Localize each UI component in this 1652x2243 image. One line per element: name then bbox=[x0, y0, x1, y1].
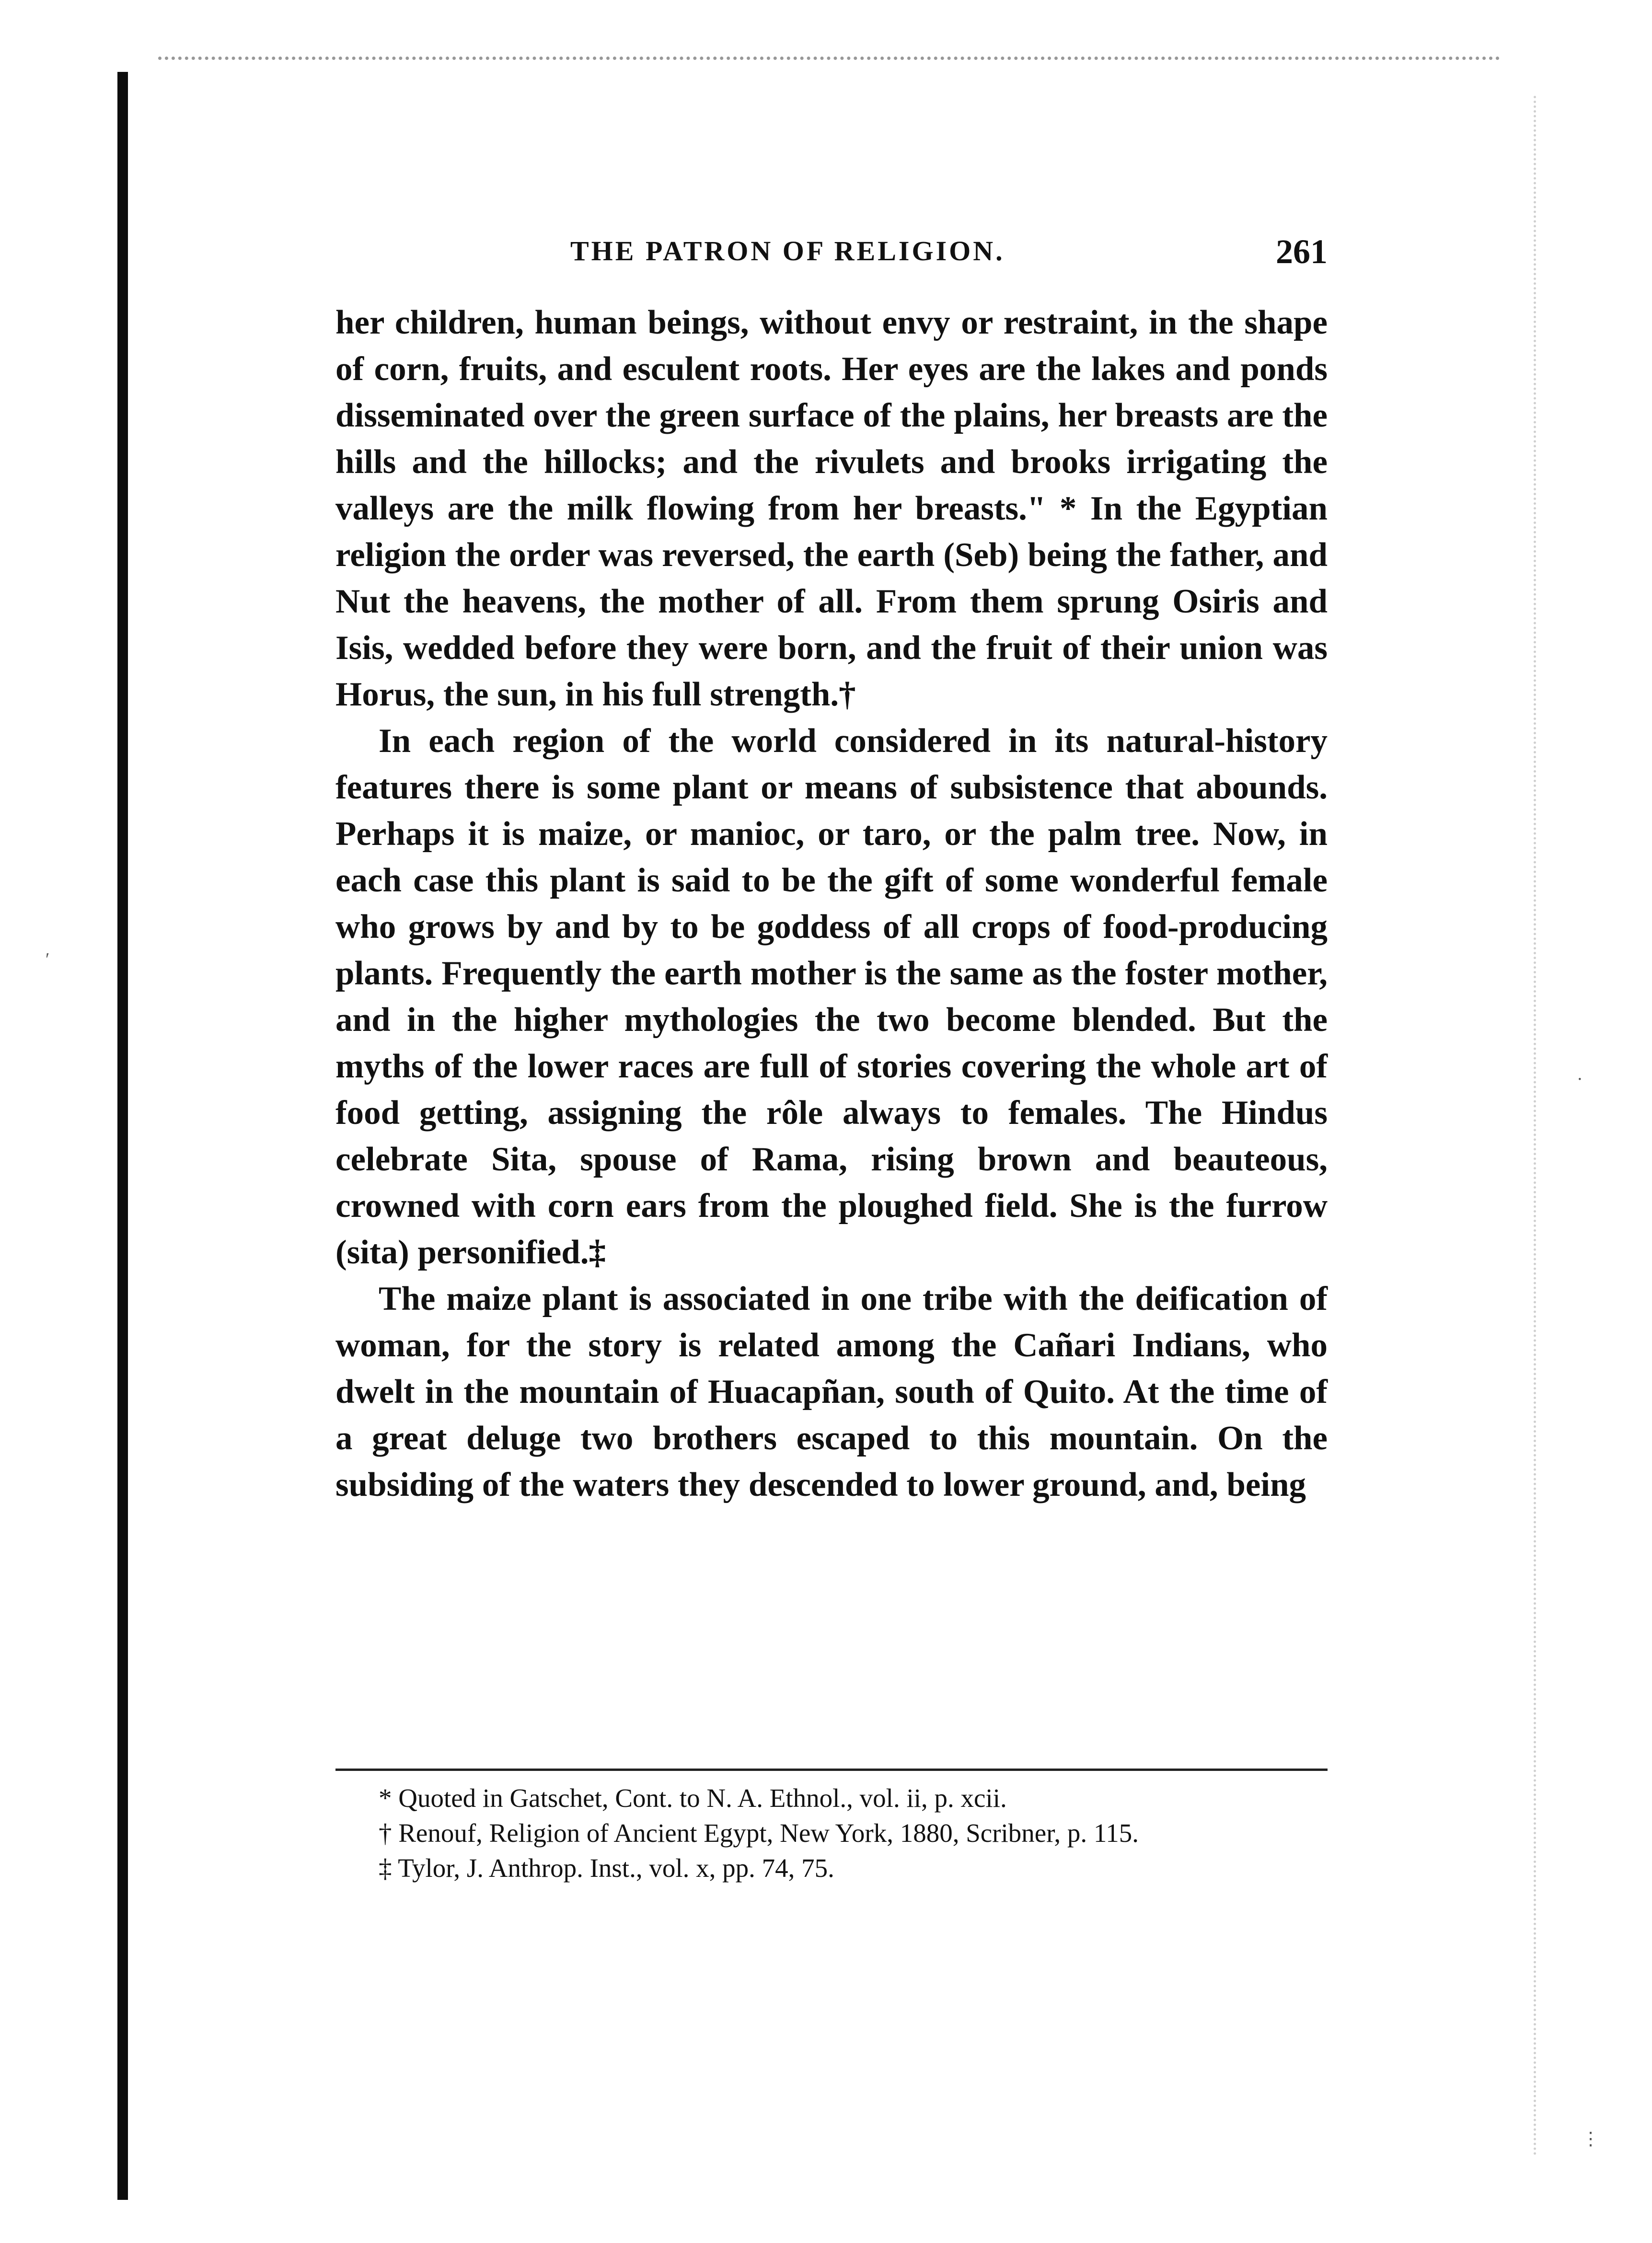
scan-noise-top bbox=[158, 57, 1500, 60]
footnote-3: ‡ Tylor, J. Anthrop. Inst., vol. x, pp. 74, 75. bbox=[379, 1853, 834, 1883]
page-number: 261 bbox=[1276, 232, 1328, 271]
scan-noise-right bbox=[1534, 96, 1536, 2157]
body-text bbox=[335, 300, 1328, 1508]
scan-speck: ⋮ bbox=[1582, 2129, 1600, 2149]
footnote-1: * Quoted in Gatschet, Cont. to N. A. Ethnol., vol. ii, p. xcii. bbox=[379, 1783, 1007, 1813]
scan-speck: ′ bbox=[46, 949, 50, 970]
binding-edge bbox=[117, 72, 128, 2200]
running-head: THE PATRON OF RELIGION. bbox=[570, 235, 1005, 266]
paragraph-1: her children, human beings, without envy or restraint, in the shape of corn, fruits, and esculent roots. Her eyes are the lakes and ponds disseminated over the green surface of the plains, her breasts are the hills and the hillocks; and the rivulets and brooks irrigating the valleys are the milk flowing from her breasts." * In the Egyptian religion the order was reversed, the earth (Seb) being the father, and Nut the heavens, the mother of all. From them sprung Osiris and Isis, wedded before they were born, and the fruit of their union was Horus, the sun, in his full strength.† bbox=[335, 304, 1328, 713]
scan-speck: · bbox=[1577, 1069, 1583, 1089]
paragraph-2: In each region of the world considered in its natural-history features there is some plant or means of subsistence that abounds. Perhaps it is maize, or manioc, or taro, or the palm tree. Now, in each case this plant is said to be the gift of some wonderful female who grows by and by to be goddess of all crops of food-producing plants. Frequently the earth mother is the same as the foster mother, and in the higher mythologies the two become blended. But the myths of the lower races are full of stories covering the whole art of food getting, assigning the rôle always to females. The Hindus celebrate Sita, spouse of Rama, rising brown and beauteous, crowned with corn ears from the ploughed field. She is the furrow (sita) personified.‡ bbox=[335, 722, 1328, 1271]
page-header bbox=[335, 225, 1328, 283]
footnotes bbox=[335, 1781, 1328, 1885]
paragraph-3: The maize plant is associated in one tribe with the deification of woman, for the story is related among the Cañari Indians, who dwelt in the mountain of Huacapñan, south of Quito. At the time of a great deluge two brothers escaped to this mountain. On the subsiding of the waters they descended to lower ground, and, being bbox=[335, 1280, 1328, 1503]
footnote-2: † Renouf, Religion of Ancient Egypt, New York, 1880, Scribner, p. 115. bbox=[379, 1818, 1139, 1848]
footnote-rule bbox=[335, 1769, 1328, 1771]
